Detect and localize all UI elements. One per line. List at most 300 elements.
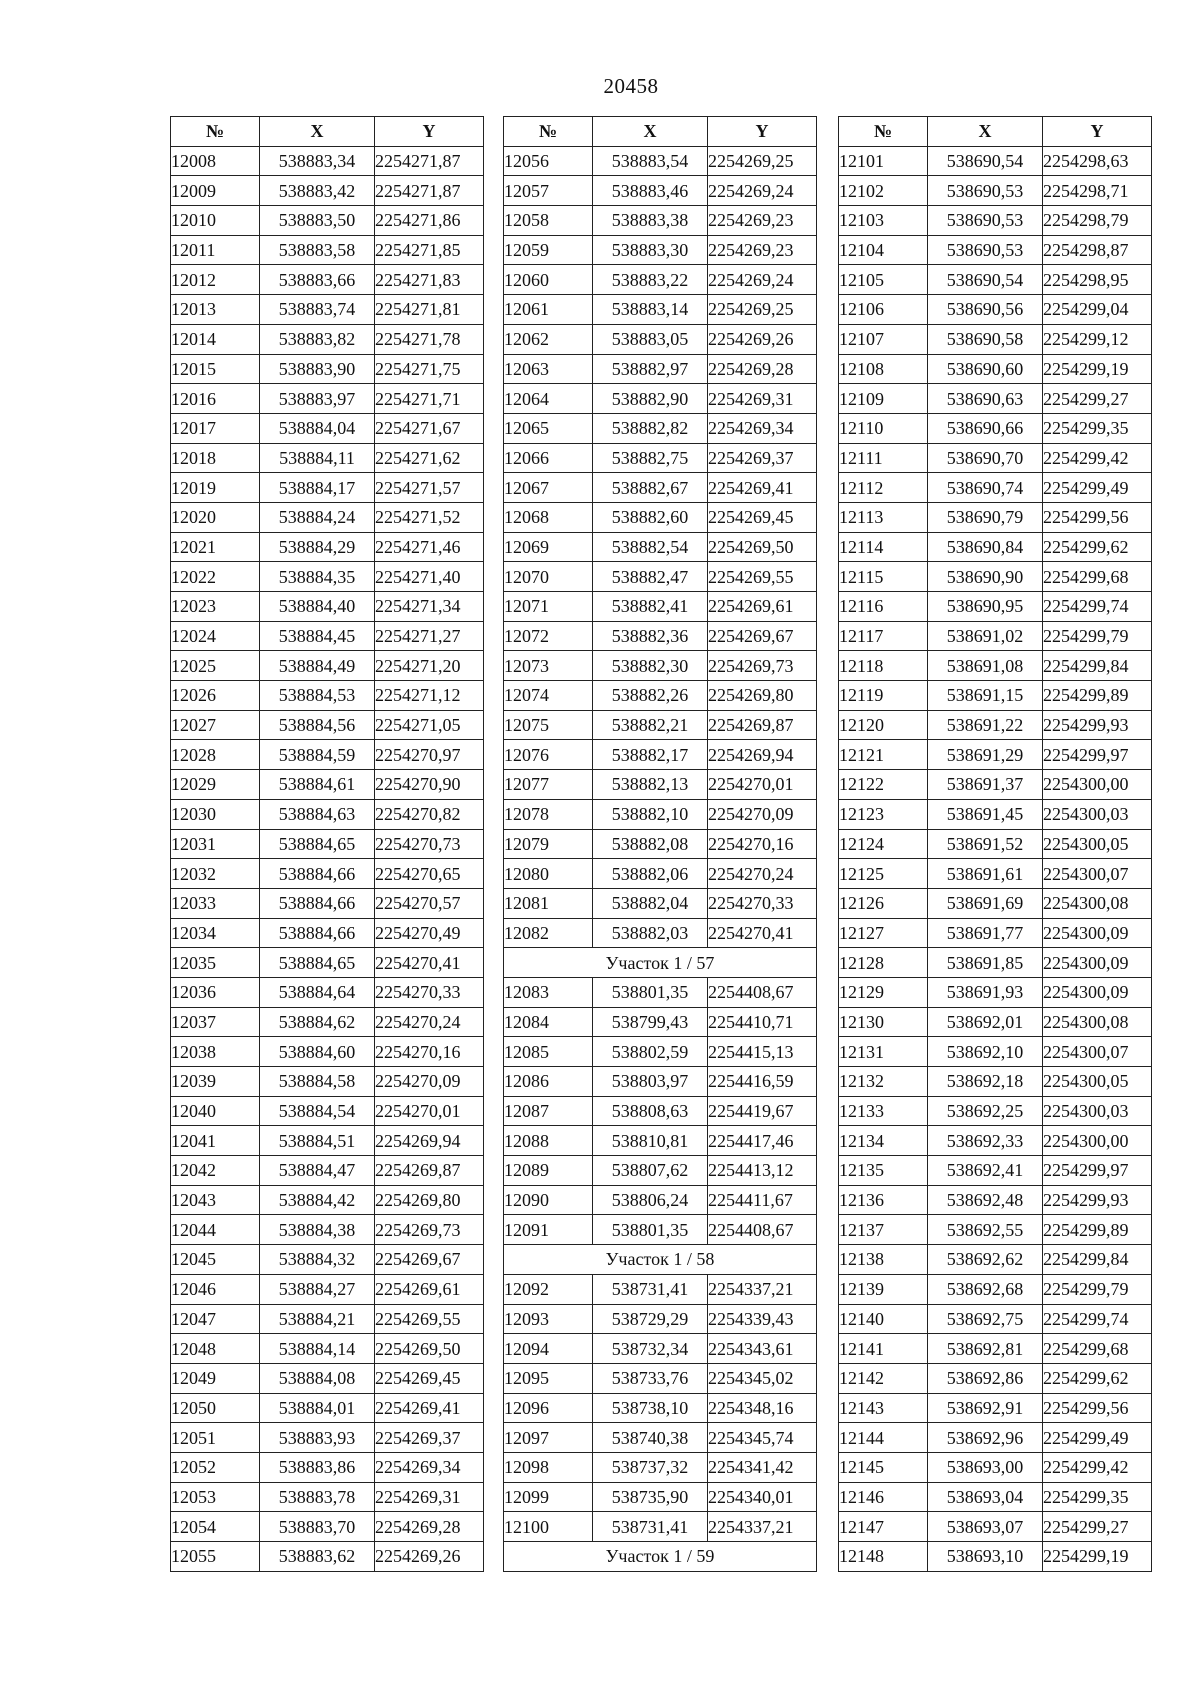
y-coordinate-cell: 2254345,02 — [708, 1363, 817, 1393]
table-row — [839, 265, 1152, 295]
table-row — [171, 799, 484, 829]
x-coordinate-cell: 538884,42 — [260, 1185, 375, 1215]
point-number-cell: 12095 — [504, 1363, 593, 1393]
x-coordinate-cell: 538802,59 — [593, 1037, 708, 1067]
y-coordinate-cell: 2254271,87 — [375, 176, 484, 206]
point-number-cell: 12136 — [839, 1185, 928, 1215]
point-number-cell: 12088 — [504, 1126, 593, 1156]
x-coordinate-cell: 538882,30 — [593, 651, 708, 681]
page-number: 20458 — [603, 74, 659, 98]
x-coordinate-cell: 538884,38 — [260, 1215, 375, 1245]
y-coordinate-cell: 2254299,79 — [1043, 621, 1152, 651]
y-coordinate-cell: 2254269,24 — [708, 176, 817, 206]
y-coordinate-cell: 2254269,61 — [375, 1274, 484, 1304]
y-coordinate-cell: 2254269,41 — [708, 473, 817, 503]
point-number-cell: 12031 — [171, 829, 260, 859]
y-coordinate-cell: 2254300,09 — [1043, 977, 1152, 1007]
y-coordinate-cell: 2254299,49 — [1043, 473, 1152, 503]
point-number-cell: 12055 — [171, 1542, 260, 1572]
x-coordinate-cell: 538883,38 — [593, 206, 708, 236]
x-coordinate-cell: 538690,54 — [928, 146, 1043, 176]
table-row — [504, 1156, 817, 1186]
point-number-cell: 12083 — [504, 977, 593, 1007]
table-row — [839, 1393, 1152, 1423]
x-coordinate-cell: 538884,45 — [260, 621, 375, 651]
point-number-cell: 12057 — [504, 176, 593, 206]
point-number-cell: 12079 — [504, 829, 593, 859]
point-number-cell: 12076 — [504, 740, 593, 770]
y-coordinate-cell: 2254299,04 — [1043, 295, 1152, 325]
table-row — [171, 770, 484, 800]
x-coordinate-cell: 538884,35 — [260, 562, 375, 592]
y-coordinate-cell: 2254300,05 — [1043, 1067, 1152, 1097]
point-number-cell: 12069 — [504, 532, 593, 562]
point-number-cell: 12011 — [171, 235, 260, 265]
x-coordinate-cell: 538691,77 — [928, 918, 1043, 948]
point-number-cell: 12052 — [171, 1452, 260, 1482]
y-coordinate-cell: 2254269,26 — [375, 1542, 484, 1572]
table-row — [171, 948, 484, 978]
x-coordinate-cell: 538884,66 — [260, 918, 375, 948]
table-row — [839, 1126, 1152, 1156]
point-number-cell: 12077 — [504, 770, 593, 800]
point-number-cell: 12066 — [504, 443, 593, 473]
y-coordinate-cell: 2254299,42 — [1043, 1452, 1152, 1482]
x-coordinate-cell: 538690,53 — [928, 235, 1043, 265]
y-coordinate-cell: 2254270,16 — [708, 829, 817, 859]
x-coordinate-cell: 538882,17 — [593, 740, 708, 770]
table-row — [839, 829, 1152, 859]
y-coordinate-cell: 2254408,67 — [708, 1215, 817, 1245]
table-row — [504, 324, 817, 354]
point-number-cell: 12023 — [171, 592, 260, 622]
x-coordinate-cell: 538882,47 — [593, 562, 708, 592]
table-row — [504, 1423, 817, 1453]
y-coordinate-cell: 2254299,79 — [1043, 1274, 1152, 1304]
table-row — [839, 1215, 1152, 1245]
y-coordinate-cell: 2254299,62 — [1043, 532, 1152, 562]
x-coordinate-cell: 538693,00 — [928, 1452, 1043, 1482]
x-coordinate-cell: 538882,13 — [593, 770, 708, 800]
section-label: Участок 1 / 59 — [504, 1542, 817, 1572]
header-row — [839, 117, 1152, 147]
x-coordinate-cell: 538692,68 — [928, 1274, 1043, 1304]
table-row — [171, 1096, 484, 1126]
point-number-cell: 12051 — [171, 1423, 260, 1453]
y-coordinate-cell: 2254270,09 — [375, 1067, 484, 1097]
section-label: Участок 1 / 58 — [504, 1245, 817, 1275]
table-row — [839, 592, 1152, 622]
y-coordinate-cell: 2254270,49 — [375, 918, 484, 948]
table-row — [171, 1274, 484, 1304]
point-number-cell: 12109 — [839, 384, 928, 414]
x-coordinate-cell: 538884,66 — [260, 888, 375, 918]
y-coordinate-cell: 2254271,75 — [375, 354, 484, 384]
y-coordinate-cell: 2254271,87 — [375, 146, 484, 176]
point-number-cell: 12019 — [171, 473, 260, 503]
table-row — [504, 681, 817, 711]
x-coordinate-cell: 538731,41 — [593, 1512, 708, 1542]
table-row — [504, 1067, 817, 1097]
y-coordinate-cell: 2254269,37 — [375, 1423, 484, 1453]
point-number-cell: 12138 — [839, 1245, 928, 1275]
point-number-cell: 12127 — [839, 918, 928, 948]
x-coordinate-cell: 538799,43 — [593, 1007, 708, 1037]
x-coordinate-cell: 538810,81 — [593, 1126, 708, 1156]
coordinate-table-2 — [503, 116, 817, 1572]
y-coordinate-cell: 2254300,00 — [1043, 770, 1152, 800]
x-coordinate-cell: 538883,66 — [260, 265, 375, 295]
table-row — [839, 888, 1152, 918]
table-row — [839, 1007, 1152, 1037]
y-coordinate-cell: 2254271,12 — [375, 681, 484, 711]
table-row — [171, 235, 484, 265]
table-row — [504, 1334, 817, 1364]
table-row — [839, 651, 1152, 681]
y-coordinate-cell: 2254271,20 — [375, 651, 484, 681]
x-coordinate-cell: 538883,62 — [260, 1542, 375, 1572]
y-coordinate-cell: 2254271,40 — [375, 562, 484, 592]
y-coordinate-cell: 2254269,73 — [708, 651, 817, 681]
y-coordinate-cell: 2254299,84 — [1043, 651, 1152, 681]
x-coordinate-cell: 538882,54 — [593, 532, 708, 562]
x-coordinate-cell: 538883,54 — [593, 146, 708, 176]
x-coordinate-cell: 538882,60 — [593, 502, 708, 532]
table-row — [504, 859, 817, 889]
point-number-cell: 12064 — [504, 384, 593, 414]
point-number-cell: 12027 — [171, 710, 260, 740]
table-row — [839, 1304, 1152, 1334]
table-row — [839, 710, 1152, 740]
y-coordinate-cell: 2254269,87 — [375, 1156, 484, 1186]
y-coordinate-cell: 2254269,26 — [708, 324, 817, 354]
x-coordinate-cell: 538692,62 — [928, 1245, 1043, 1275]
y-coordinate-cell: 2254269,31 — [708, 384, 817, 414]
x-coordinate-cell: 538884,04 — [260, 413, 375, 443]
point-number-cell: 12078 — [504, 799, 593, 829]
y-coordinate-cell: 2254417,46 — [708, 1126, 817, 1156]
point-number-cell: 12050 — [171, 1393, 260, 1423]
table-row — [504, 770, 817, 800]
x-coordinate-cell: 538882,41 — [593, 592, 708, 622]
table-row — [504, 1126, 817, 1156]
table-row — [171, 443, 484, 473]
y-coordinate-cell: 2254300,08 — [1043, 1007, 1152, 1037]
point-number-cell: 12044 — [171, 1215, 260, 1245]
x-coordinate-cell: 538691,93 — [928, 977, 1043, 1007]
table-row — [504, 888, 817, 918]
point-number-cell: 12028 — [171, 740, 260, 770]
x-coordinate-cell: 538883,05 — [593, 324, 708, 354]
y-coordinate-cell: 2254299,27 — [1043, 384, 1152, 414]
table-row — [839, 770, 1152, 800]
x-coordinate-cell: 538884,21 — [260, 1304, 375, 1334]
point-number-cell: 12105 — [839, 265, 928, 295]
x-coordinate-cell: 538882,90 — [593, 384, 708, 414]
point-number-cell: 12067 — [504, 473, 593, 503]
table-row — [171, 1334, 484, 1364]
y-coordinate-cell: 2254269,23 — [708, 206, 817, 236]
x-coordinate-cell: 538692,55 — [928, 1215, 1043, 1245]
y-coordinate-cell: 2254269,34 — [708, 413, 817, 443]
y-coordinate-cell: 2254299,56 — [1043, 502, 1152, 532]
y-coordinate-cell: 2254419,67 — [708, 1096, 817, 1126]
y-coordinate-cell: 2254269,94 — [708, 740, 817, 770]
x-coordinate-cell: 538884,59 — [260, 740, 375, 770]
x-coordinate-cell: 538690,79 — [928, 502, 1043, 532]
y-coordinate-cell: 2254270,97 — [375, 740, 484, 770]
point-number-cell: 12128 — [839, 948, 928, 978]
point-number-cell: 12015 — [171, 354, 260, 384]
x-coordinate-cell: 538731,41 — [593, 1274, 708, 1304]
y-coordinate-cell: 2254270,73 — [375, 829, 484, 859]
point-number-cell: 12117 — [839, 621, 928, 651]
x-coordinate-cell: 538884,58 — [260, 1067, 375, 1097]
x-coordinate-cell: 538806,24 — [593, 1185, 708, 1215]
table-row — [839, 235, 1152, 265]
point-number-cell: 12139 — [839, 1274, 928, 1304]
table-row — [839, 324, 1152, 354]
x-coordinate-cell: 538692,86 — [928, 1363, 1043, 1393]
y-coordinate-cell: 2254271,85 — [375, 235, 484, 265]
y-coordinate-cell: 2254299,68 — [1043, 562, 1152, 592]
section-row — [504, 1245, 817, 1275]
point-number-cell: 12012 — [171, 265, 260, 295]
point-number-cell: 12072 — [504, 621, 593, 651]
header-y: Y — [375, 117, 484, 147]
point-number-cell: 12010 — [171, 206, 260, 236]
y-coordinate-cell: 2254269,23 — [708, 235, 817, 265]
x-coordinate-cell: 538884,53 — [260, 681, 375, 711]
y-coordinate-cell: 2254271,46 — [375, 532, 484, 562]
point-number-cell: 12030 — [171, 799, 260, 829]
x-coordinate-cell: 538690,60 — [928, 354, 1043, 384]
x-coordinate-cell: 538801,35 — [593, 1215, 708, 1245]
point-number-cell: 12090 — [504, 1185, 593, 1215]
point-number-cell: 12120 — [839, 710, 928, 740]
x-coordinate-cell: 538883,86 — [260, 1452, 375, 1482]
point-number-cell: 12148 — [839, 1542, 928, 1572]
y-coordinate-cell: 2254269,25 — [708, 146, 817, 176]
point-number-cell: 12134 — [839, 1126, 928, 1156]
x-coordinate-cell: 538882,36 — [593, 621, 708, 651]
x-coordinate-cell: 538803,97 — [593, 1067, 708, 1097]
table-row — [839, 413, 1152, 443]
x-coordinate-cell: 538691,61 — [928, 859, 1043, 889]
table-row — [171, 592, 484, 622]
y-coordinate-cell: 2254270,16 — [375, 1037, 484, 1067]
section-label: Участок 1 / 57 — [504, 948, 817, 978]
table-row — [839, 859, 1152, 889]
point-number-cell: 12101 — [839, 146, 928, 176]
x-coordinate-cell: 538691,45 — [928, 799, 1043, 829]
point-number-cell: 12087 — [504, 1096, 593, 1126]
x-coordinate-cell: 538691,69 — [928, 888, 1043, 918]
x-coordinate-cell: 538882,82 — [593, 413, 708, 443]
x-coordinate-cell: 538884,32 — [260, 1245, 375, 1275]
point-number-cell: 12039 — [171, 1067, 260, 1097]
table-row — [839, 532, 1152, 562]
table-row — [839, 1245, 1152, 1275]
point-number-cell: 12032 — [171, 859, 260, 889]
x-coordinate-cell: 538690,58 — [928, 324, 1043, 354]
point-number-cell: 12144 — [839, 1423, 928, 1453]
y-coordinate-cell: 2254269,34 — [375, 1452, 484, 1482]
x-coordinate-cell: 538884,27 — [260, 1274, 375, 1304]
point-number-cell: 12074 — [504, 681, 593, 711]
table-row — [839, 1334, 1152, 1364]
x-coordinate-cell: 538692,91 — [928, 1393, 1043, 1423]
x-coordinate-cell: 538882,97 — [593, 354, 708, 384]
table-row — [839, 621, 1152, 651]
x-coordinate-cell: 538883,14 — [593, 295, 708, 325]
x-coordinate-cell: 538884,29 — [260, 532, 375, 562]
y-coordinate-cell: 2254299,19 — [1043, 1542, 1152, 1572]
table-row — [839, 681, 1152, 711]
x-coordinate-cell: 538884,62 — [260, 1007, 375, 1037]
point-number-cell: 12100 — [504, 1512, 593, 1542]
y-coordinate-cell: 2254299,97 — [1043, 1156, 1152, 1186]
x-coordinate-cell: 538883,30 — [593, 235, 708, 265]
table-row — [839, 1482, 1152, 1512]
point-number-cell: 12111 — [839, 443, 928, 473]
x-coordinate-cell: 538882,03 — [593, 918, 708, 948]
table-row — [171, 502, 484, 532]
y-coordinate-cell: 2254339,43 — [708, 1304, 817, 1334]
table-row — [839, 1512, 1152, 1542]
point-number-cell: 12113 — [839, 502, 928, 532]
x-coordinate-cell: 538690,53 — [928, 206, 1043, 236]
table-row — [171, 1423, 484, 1453]
x-coordinate-cell: 538884,61 — [260, 770, 375, 800]
point-number-cell: 12126 — [839, 888, 928, 918]
coordinate-table-3 — [838, 116, 1152, 1572]
x-coordinate-cell: 538883,93 — [260, 1423, 375, 1453]
x-coordinate-cell: 538690,95 — [928, 592, 1043, 622]
y-coordinate-cell: 2254270,41 — [375, 948, 484, 978]
y-coordinate-cell: 2254299,27 — [1043, 1512, 1152, 1542]
x-coordinate-cell: 538884,08 — [260, 1363, 375, 1393]
y-coordinate-cell: 2254270,01 — [708, 770, 817, 800]
y-coordinate-cell: 2254270,01 — [375, 1096, 484, 1126]
point-number-cell: 12068 — [504, 502, 593, 532]
y-coordinate-cell: 2254300,05 — [1043, 829, 1152, 859]
y-coordinate-cell: 2254269,45 — [708, 502, 817, 532]
y-coordinate-cell: 2254300,08 — [1043, 888, 1152, 918]
y-coordinate-cell: 2254269,94 — [375, 1126, 484, 1156]
point-number-cell: 12142 — [839, 1363, 928, 1393]
y-coordinate-cell: 2254300,07 — [1043, 859, 1152, 889]
point-number-cell: 12093 — [504, 1304, 593, 1334]
y-coordinate-cell: 2254415,13 — [708, 1037, 817, 1067]
y-coordinate-cell: 2254299,12 — [1043, 324, 1152, 354]
x-coordinate-cell: 538882,08 — [593, 829, 708, 859]
x-coordinate-cell: 538692,41 — [928, 1156, 1043, 1186]
y-coordinate-cell: 2254299,97 — [1043, 740, 1152, 770]
table-row — [504, 1452, 817, 1482]
point-number-cell: 12121 — [839, 740, 928, 770]
y-coordinate-cell: 2254271,67 — [375, 413, 484, 443]
table-row — [171, 1067, 484, 1097]
x-coordinate-cell: 538883,90 — [260, 354, 375, 384]
y-coordinate-cell: 2254269,87 — [708, 710, 817, 740]
y-coordinate-cell: 2254269,55 — [375, 1304, 484, 1334]
coordinate-table-1 — [170, 116, 484, 1572]
table-row — [171, 473, 484, 503]
y-coordinate-cell: 2254337,21 — [708, 1274, 817, 1304]
x-coordinate-cell: 538882,26 — [593, 681, 708, 711]
point-number-cell: 12143 — [839, 1393, 928, 1423]
table-row — [171, 859, 484, 889]
point-number-cell: 12038 — [171, 1037, 260, 1067]
table-row — [171, 1393, 484, 1423]
point-number-cell: 12026 — [171, 681, 260, 711]
point-number-cell: 12099 — [504, 1482, 593, 1512]
table-row — [504, 1096, 817, 1126]
x-coordinate-cell: 538883,42 — [260, 176, 375, 206]
x-coordinate-cell: 538883,46 — [593, 176, 708, 206]
table-row — [839, 1274, 1152, 1304]
point-number-cell: 12119 — [839, 681, 928, 711]
y-coordinate-cell: 2254341,42 — [708, 1452, 817, 1482]
y-coordinate-cell: 2254270,57 — [375, 888, 484, 918]
y-coordinate-cell: 2254413,12 — [708, 1156, 817, 1186]
point-number-cell: 12014 — [171, 324, 260, 354]
table-row — [504, 146, 817, 176]
x-coordinate-cell: 538690,90 — [928, 562, 1043, 592]
point-number-cell: 12092 — [504, 1274, 593, 1304]
table-row — [504, 651, 817, 681]
x-coordinate-cell: 538692,96 — [928, 1423, 1043, 1453]
y-coordinate-cell: 2254345,74 — [708, 1423, 817, 1453]
y-coordinate-cell: 2254299,42 — [1043, 443, 1152, 473]
y-coordinate-cell: 2254270,24 — [375, 1007, 484, 1037]
table-row — [171, 1156, 484, 1186]
y-coordinate-cell: 2254298,79 — [1043, 206, 1152, 236]
point-number-cell: 12071 — [504, 592, 593, 622]
point-number-cell: 12024 — [171, 621, 260, 651]
point-number-cell: 12131 — [839, 1037, 928, 1067]
point-number-cell: 12106 — [839, 295, 928, 325]
table-row — [171, 1512, 484, 1542]
point-number-cell: 12094 — [504, 1334, 593, 1364]
x-coordinate-cell: 538740,38 — [593, 1423, 708, 1453]
y-coordinate-cell: 2254269,73 — [375, 1215, 484, 1245]
point-number-cell: 12016 — [171, 384, 260, 414]
x-coordinate-cell: 538884,47 — [260, 1156, 375, 1186]
table-row — [171, 562, 484, 592]
x-coordinate-cell: 538690,63 — [928, 384, 1043, 414]
table-row — [504, 592, 817, 622]
point-number-cell: 12084 — [504, 1007, 593, 1037]
point-number-cell: 12041 — [171, 1126, 260, 1156]
point-number-cell: 12085 — [504, 1037, 593, 1067]
y-coordinate-cell: 2254299,89 — [1043, 681, 1152, 711]
x-coordinate-cell: 538692,81 — [928, 1334, 1043, 1364]
table-row — [839, 1096, 1152, 1126]
y-coordinate-cell: 2254271,86 — [375, 206, 484, 236]
y-coordinate-cell: 2254269,61 — [708, 592, 817, 622]
point-number-cell: 12033 — [171, 888, 260, 918]
y-coordinate-cell: 2254271,05 — [375, 710, 484, 740]
x-coordinate-cell: 538883,78 — [260, 1482, 375, 1512]
table-row — [504, 265, 817, 295]
x-coordinate-cell: 538690,84 — [928, 532, 1043, 562]
x-coordinate-cell: 538690,70 — [928, 443, 1043, 473]
point-number-cell: 12073 — [504, 651, 593, 681]
y-coordinate-cell: 2254270,90 — [375, 770, 484, 800]
point-number-cell: 12147 — [839, 1512, 928, 1542]
